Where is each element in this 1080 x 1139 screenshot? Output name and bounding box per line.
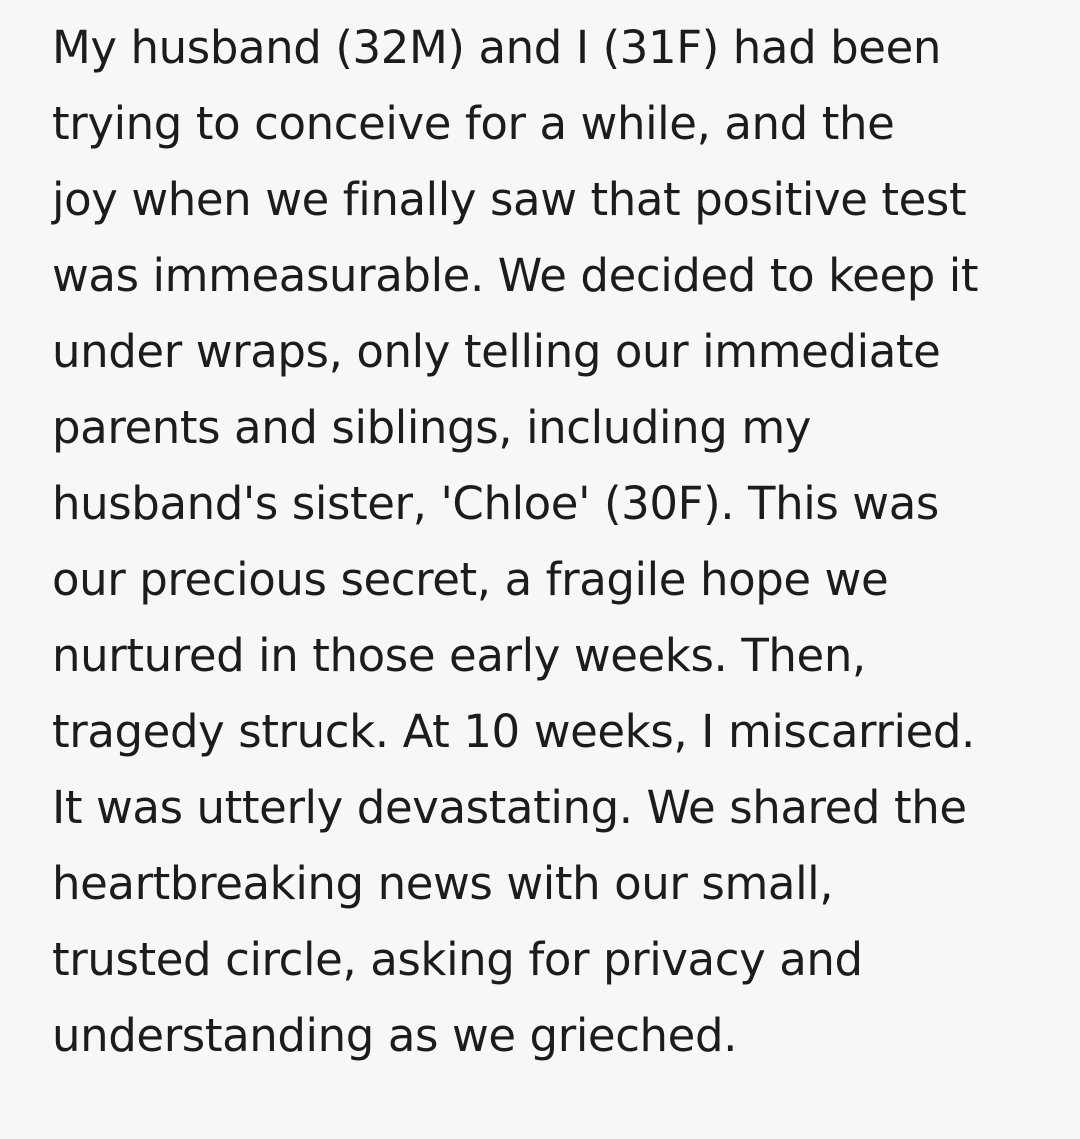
story-line: It was utterly devastating. We shared the bbox=[52, 781, 967, 834]
story-line: heartbreaking news with our small, bbox=[52, 857, 834, 910]
story-line: under wraps, only telling our immediate bbox=[52, 325, 941, 378]
story-line: tragedy struck. At 10 weeks, I miscarried. bbox=[52, 705, 975, 758]
story-line: My husband (32M) and I (31F) had been bbox=[52, 21, 942, 74]
story-line: parents and siblings, including my bbox=[52, 401, 811, 454]
story-line: trusted circle, asking for privacy and bbox=[52, 933, 863, 986]
story-line: nurtured in those early weeks. Then, bbox=[52, 629, 866, 682]
story-line: our precious secret, a fragile hope we bbox=[52, 553, 889, 606]
story-line: husband's sister, 'Chloe' (30F). This was bbox=[52, 477, 939, 530]
story-line: joy when we finally saw that positive test bbox=[52, 173, 967, 226]
story-text bbox=[52, 10, 1062, 1074]
story-line: understanding as we grieched. bbox=[52, 1009, 738, 1062]
story-line: trying to conceive for a while, and the bbox=[52, 97, 895, 150]
story-line: was immeasurable. We decided to keep it bbox=[52, 249, 979, 302]
